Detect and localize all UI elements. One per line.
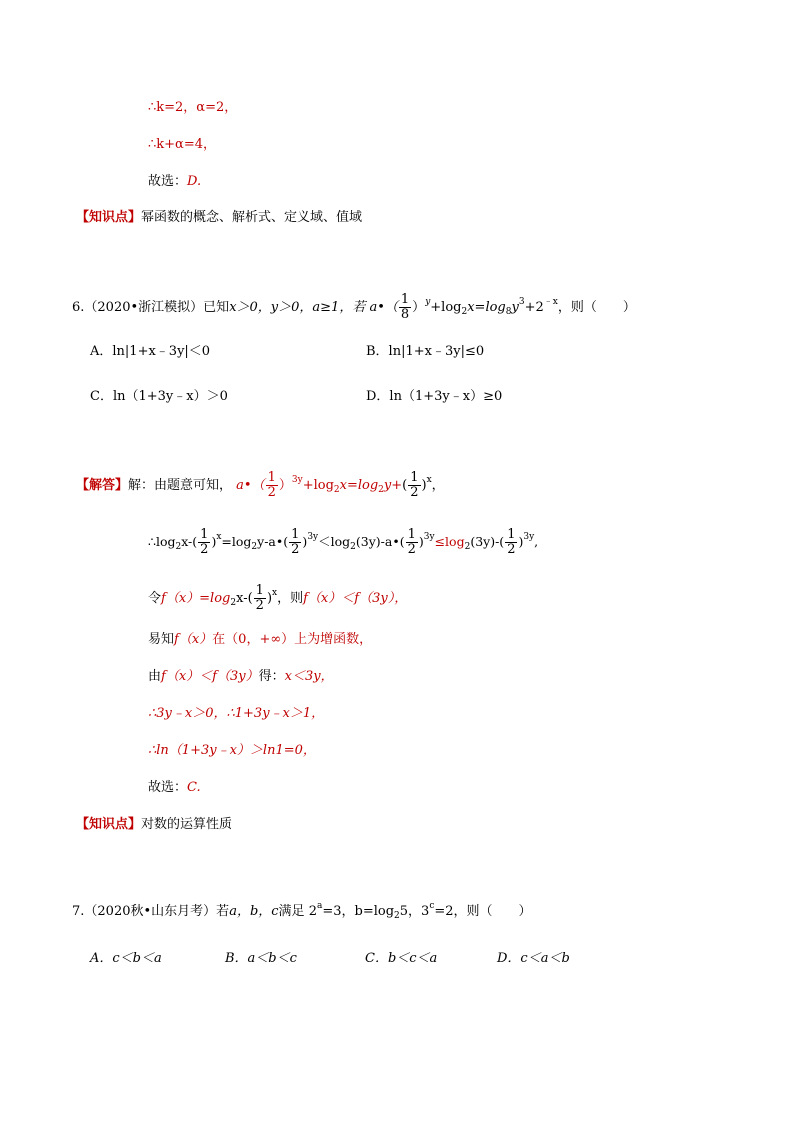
prev-select-line [148, 172, 201, 192]
sol-exp: x [216, 532, 222, 542]
frac-num: 1 [507, 527, 516, 542]
q7-source: （2020秋•山东月考） [84, 904, 217, 919]
sol-part: x＜3y， [284, 669, 334, 684]
sol-part: f（x） [174, 632, 213, 647]
frac-num: 1 [255, 583, 264, 598]
sol-exp: 3y [423, 532, 435, 542]
sol-fraction [254, 584, 266, 613]
sol-part: y-a•( [257, 534, 289, 549]
sol-exp: x [272, 588, 278, 598]
q6-solution-line-7: ∴ln（1+3y﹣x）＞ln1=0， [148, 743, 316, 758]
q6-solution-line-3 [148, 583, 407, 613]
sol-part: ) [518, 534, 524, 549]
sol-part: =log [221, 534, 252, 549]
sol-fraction [406, 528, 418, 557]
q7-vars: a，b，c [229, 904, 279, 919]
sol-fraction [289, 528, 301, 557]
q6-stem-text: 已知 [203, 300, 230, 315]
sol-part: ） [278, 478, 292, 493]
q6-sup: 3 [518, 297, 525, 307]
q6-condition: x＞0，y＞0，a≥1，若 [229, 300, 366, 315]
frac-num: 1 [267, 470, 276, 485]
knowledge-text: 对数的运算性质 [141, 817, 233, 832]
sol-part: ) [421, 478, 427, 493]
select-prefix: 故选： [148, 780, 188, 795]
q6-eq-part: x=log [467, 300, 506, 315]
sol-part: ) [418, 534, 424, 549]
select-answer: C. [187, 780, 201, 795]
q6-fraction [399, 293, 411, 322]
sol-exp: 3y [523, 532, 535, 542]
sol-sub: 2 [230, 598, 237, 608]
sol-part: 易知 [148, 632, 175, 647]
frac-num: 1 [407, 527, 416, 542]
q6-solution-line-1 [76, 470, 445, 500]
sol-sub: 2 [251, 542, 258, 552]
q6-source: （2020•浙江模拟） [84, 300, 204, 315]
sol-part: +log [302, 478, 334, 493]
sol-sub: 2 [333, 485, 340, 495]
frac-den: 2 [407, 542, 416, 557]
sol-part: f（x）＜f（3y） [161, 669, 259, 684]
q6-sub: 2 [461, 307, 468, 317]
sol-part: ∴log [148, 534, 176, 549]
sol-fraction [198, 528, 210, 557]
q6-option-b: B．ln|1+x﹣3y|≤0 [366, 344, 485, 359]
q7-option-b: B．a＜b＜c [225, 951, 297, 966]
sol-part: f（x）=log [161, 591, 231, 606]
q7-eq: =3，b=log [322, 904, 395, 919]
sol-part: 得： [258, 669, 285, 684]
sol-part: x-( [236, 591, 253, 606]
frac-num: 1 [200, 527, 209, 542]
q6-exp: y [425, 297, 431, 307]
q6-solution-line-5 [148, 667, 334, 687]
q7-stem-text: 满足 [278, 904, 305, 919]
q6-sub: 8 [505, 307, 512, 317]
frac-den: 2 [255, 598, 264, 613]
select-prefix: 故选： [148, 174, 188, 189]
sol-exp: 3y [291, 475, 303, 485]
q6-option-a: A．ln|1+x﹣3y|＜0 [90, 344, 211, 359]
sol-fraction [266, 471, 278, 500]
q6-knowledge-line [76, 815, 232, 835]
sol-part: 由 [148, 669, 162, 684]
q6-eq-part: +log [430, 300, 462, 315]
q7-option-a: A．c＜b＜a [90, 951, 162, 966]
sol-part: ＜log [318, 534, 351, 549]
q7-eq: =2，则（ ） [434, 904, 532, 919]
solution-intro: 解：由题意可知， [128, 478, 233, 493]
solution-tag: 【解答】 [76, 478, 129, 493]
q6-select-line [148, 778, 201, 798]
sol-part: 令 [148, 591, 162, 606]
q7-sup: c [429, 901, 435, 911]
q7-option-c: C．b＜c＜a [365, 951, 438, 966]
q7-stem [72, 896, 532, 926]
sol-part: , [534, 534, 539, 549]
q6-eq-part: a•（ [369, 300, 398, 315]
knowledge-tag: 【知识点】 [76, 817, 142, 832]
frac-den: 2 [267, 485, 276, 500]
sol-part: (3y)-a•( [355, 534, 405, 549]
prev-knowledge-line [76, 208, 362, 228]
q7-sup: a [316, 901, 323, 911]
q6-option-d: D．ln（1+3y﹣x）≥0 [366, 389, 503, 404]
sol-fraction [408, 471, 420, 500]
q6-solution-line-2 [148, 527, 538, 557]
sol-part: (3y)-( [470, 534, 505, 549]
frac-num: 1 [400, 292, 410, 307]
q6-solution-line-6: ∴3y﹣x＞0，∴1+3y﹣x＞1， [148, 706, 325, 721]
sol-part: ，则 [277, 591, 304, 606]
sol-part: ≤log [434, 534, 465, 549]
sol-part: a•（ [236, 478, 265, 493]
knowledge-tag: 【知识点】 [76, 210, 142, 225]
frac-den: 2 [200, 542, 209, 557]
sol-part: ) [302, 534, 308, 549]
frac-den: 2 [410, 485, 419, 500]
knowledge-text: 幂函数的概念、解析式、定义域、值域 [141, 210, 363, 225]
sol-part: ) [266, 591, 273, 606]
sol-part: y+ [383, 478, 403, 493]
frac-den: 2 [291, 542, 300, 557]
q7-option-d: D．c＜a＜b [497, 951, 570, 966]
q7-eq: 2 [308, 904, 317, 919]
frac-den: 2 [507, 542, 516, 557]
sol-sub: 2 [378, 485, 384, 495]
sol-part: x-( [181, 534, 198, 549]
q6-number: 6. [72, 300, 85, 315]
frac-den: 8 [400, 307, 410, 322]
q6-stem [72, 292, 636, 322]
sol-part: 在（0，+∞）上为增函数， [212, 632, 373, 647]
q6-eq-part: ，则（ ） [557, 300, 636, 315]
prev-line-2: ∴k+α=4， [148, 137, 216, 152]
q7-stem-text: 若 [216, 904, 230, 919]
q6-option-c: C．ln（1+3y﹣x）＞0 [90, 389, 228, 404]
q6-eq-part: y [511, 300, 519, 315]
q6-eq-part: ） [412, 300, 426, 315]
select-answer: D. [187, 174, 202, 189]
q7-sub: 2 [394, 911, 400, 921]
sol-sub: 2 [350, 542, 356, 552]
q6-eq-part: +2 [524, 300, 544, 315]
sol-part: f（x）＜f（3y）， [303, 591, 408, 606]
sol-sub: 2 [175, 542, 182, 552]
prev-line-1: ∴k=2，α=2， [148, 100, 238, 115]
q6-sup: ﹣x [543, 297, 558, 307]
q6-solution-line-4 [148, 630, 372, 650]
sol-part: ， [431, 478, 445, 493]
sol-part: ( [402, 478, 408, 493]
sol-part: x=log [339, 478, 379, 493]
q7-number: 7. [72, 904, 85, 919]
sol-part: ) [211, 534, 217, 549]
sol-exp: x [426, 475, 432, 485]
q7-eq: 5，3 [399, 904, 430, 919]
sol-sub: 2 [464, 542, 471, 552]
frac-num: 1 [410, 470, 419, 485]
sol-fraction [505, 528, 517, 557]
sol-exp: 3y [307, 532, 319, 542]
frac-num: 1 [291, 527, 300, 542]
